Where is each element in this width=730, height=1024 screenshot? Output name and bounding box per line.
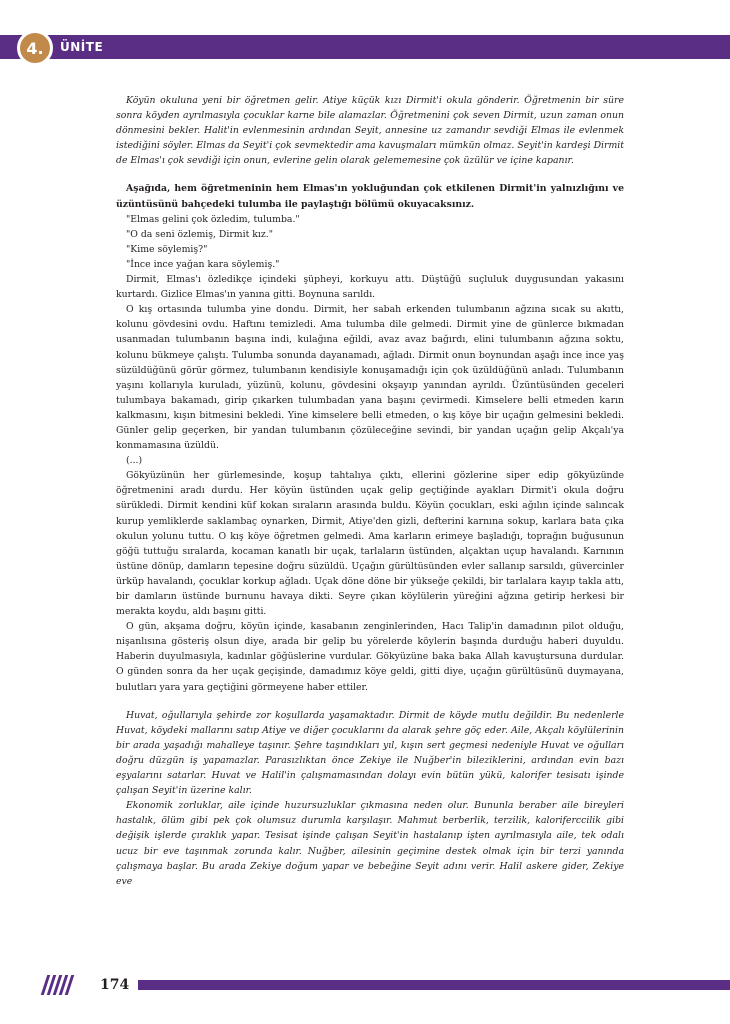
summary-paragraph: Ekonomik zorluklar, aile içinde huzursuzluklar çıkmasına neden olur. Bununla beraber aile bireyleri hastalık, ölüm gibi pek çok olumsuz durumla karşılaşır. Mahmut berberlik, terzilik, kaloriferccilik gibi değişik işlerde çıraklık yapar. Tesisat işinde çalışan Seyit'in hastalanıp işten ayrılmasıyla aile, tek odalı ucuz bir eve taşınmak zorunda kalır. Nuğber, ailesinin geçimine destek olmak için bir terzi yanında çalışmaya başlar. Bu arada Zekiye doğum yapar ve bebeğine Seyit adını verir. Halil askere gider, Zekiye eve bbox=[116, 800, 624, 887]
summary-paragraph: Huvat, oğullarıyla şehirde zor koşullarda yaşamaktadır. Dirmit de köyde mutlu değildir. Bu nedenlerle Huvat, köydeki mallarını satıp Atiye ve diğer çocuklarını da alarak şehre göç eder. Aile, Akçalı köylülerinin bir arada yaşadığı mahalleye taşınır. Şehre taşındıkları yıl, kışın sert geçmesi nedeniyle Huvat ve oğulları doğru düzgün iş yapamazlar. Parasızlıktan önce Zekiye ile Nuğber'in bileziklerini, ardından evin bazı eşyalarını satarlar. Huvat ve Halil'in çalışmamasından dolayı evin bütün yükü, kalorifer tesisatı işinde çalışan Seyit'in üzerine kalır. bbox=[116, 709, 624, 797]
reading-instruction: Aşağıda, hem öğretmeninin hem Elmas'ın yokluğundan çok etkilenen Dirmit'in yalnızlığını ve üzüntüsünü bahçedeki tulumba ile paylaştığı bölümü okuyacaksınız. bbox=[116, 183, 624, 210]
dialogue-line: "Elmas gelini çok özledim, tulumba." bbox=[126, 213, 300, 225]
intro-summary: Köyün okuluna yeni bir öğretmen gelir. Atiye küçük kızı Dirmit'i okula gönderir. Öğretmenin bir süre sonra köyden ayrılmasıyla çocuklar karne bile alamazlar. Öğretmenini çok seven Dirmit, uzun zaman onun dönmesini bekler. Halit'in evlenmesinin ardından Seyit, annesine uz zamandır sevdiği Elmas ile evlenmek istediğini söyler. Elmas da Seyit'i çok sevmektedir ama kavuşmaları mümkün olmaz. Seyit'in kardeşi Dirmit de Elmas'ı çok sevdiği için onun, evlerine gelin olarak gelememesine çok üzülür ve içine kapanır. bbox=[116, 95, 624, 167]
story-paragraph: O gün, akşama doğru, köyün içinde, kasabanın zenginlerinden, Hacı Talip'in damadının pilot olduğu, nişanlısına gösteriş olsun diye, arada bir gelip bu yörelerde köylerin başında durduğu haberi duyuldu. Haberin duyulmasıyla, kadınlar göğüslerine vurdular. Gökyüzüne baka baka Allah kavuştursuna durdular. O günden sonra da her uçak geçişinde, damadımız köye geldi, gitti diye, uçağın gürültüsünü duymayana, bulutları yara yara geçtiğini görmeyene haber ettiler. bbox=[116, 621, 624, 693]
dialogue-line: "Kime söylemiş?" bbox=[126, 243, 208, 255]
unit-label: ÜNİTE bbox=[60, 40, 104, 54]
unit-number-badge bbox=[17, 30, 53, 66]
dialogue-line: "O da seni özlemiş, Dirmit kız." bbox=[126, 228, 274, 240]
ellipsis-marker: (...) bbox=[126, 455, 143, 467]
header-bar bbox=[0, 35, 730, 59]
footer-bar bbox=[138, 980, 730, 990]
story-paragraph: O kış ortasında tulumba yine dondu. Dirmit, her sabah erkenden tulumbanın ağzına sıcak su akıttı, kolunu gövdesini ovdu. Haftını temizledi. Ama tulumba dile gelmedi. Dirmit yine de günlerce bıkmadan usanmadan tulumbanın başına indi, kulağına eğildi, avaz avaz bağırdı, elini tulumbanın ağzına soktu, kolunu bükmeye çalıştı. Tulumba sonunda dayanamadı, ağladı. Dirmit onun boynundan aşağı ince ince yaş süzüldüğünü görür görmez, tulumbanın kendisiyle konuşamadığı için çok üzüldüğünü anladı. Tulumbanın yaşını kollarıyla kuruladı, yüzünü, kolunu, gövdesini okşayıp yanından ayrıldı. Üzüntüsünden geceleri tulumbaya bakamadı, girip çıkarken tulumbadan yana başını çevirmedi. Kimselere belli etmeden karın kalkmasını, kışın bitmesini bekledi. Yine kimselere belli etmeden, o kış köye bir uçağın gelmesini bekledi. Günler gelip geçerken, bir yandan tulumbanın çözüleceğine sevindi, bir yandan uçağın gelip Akçalı'ya konmamasına üzüldü. bbox=[116, 304, 624, 452]
unit-number: 4. bbox=[26, 38, 44, 58]
dialogue-line: "İnce ince yağan kara söylemiş." bbox=[126, 258, 280, 270]
story-paragraph: Gökyüzünün her gürlemesinde, koşup tahtalıya çıktı, ellerini gözlerine siper edip gökyüzünde öğretmenini aradı durdu. Her köyün üstünden uçak gelip geçtiğinde ayakları Dirmit'i okula doğru sürükledi. Dirmit kendini küf kokan sıraların arasında buldu. Köyün çocukları, eski ağılın içinde salıncak kurup yemliklerde saklambaç oynarken, Dirmit, Atiye'den gizli, defterini karnına sokup, karlara bata çıka okulun yolunu tuttu. O kış köye öğretmen gelmedi. Ama karların erimeye başladığı, toprağın buğusunun göğü tuttuğu sıralarda, kocaman kanatlı bir uçak, tarlaların üstünden, alçaktan uçup havalandı. Karnının üstüne dönüp, damların tepesine doğru süzüldü. Uçağın gürültüsünden evler sallanıp sarsıldı, güvercinler ürküp havalandı, çocuklar korkup ağladı. Uçak döne döne bir yükseğe çekildi, bir tarlalara kayıp takla attı, bir damların üstünde burnunu havaya dikti. Seyre çıkan köylülerin yüreğini ağzına getirip herkesi bir merakta koydu, aldı başını gitti. bbox=[116, 470, 624, 618]
page-content bbox=[116, 93, 624, 889]
story-paragraph: Dirmit, Elmas'ı özledikçe içindeki şüpheyi, korkuyu attı. Düştüğü suçluluk duygusundan yakasını kurtardı. Gizlice Elmas'ın yanına gitti. Boynuna sarıldı. bbox=[116, 274, 624, 301]
footer-stripes bbox=[44, 975, 94, 995]
page-number: 174 bbox=[100, 977, 130, 993]
